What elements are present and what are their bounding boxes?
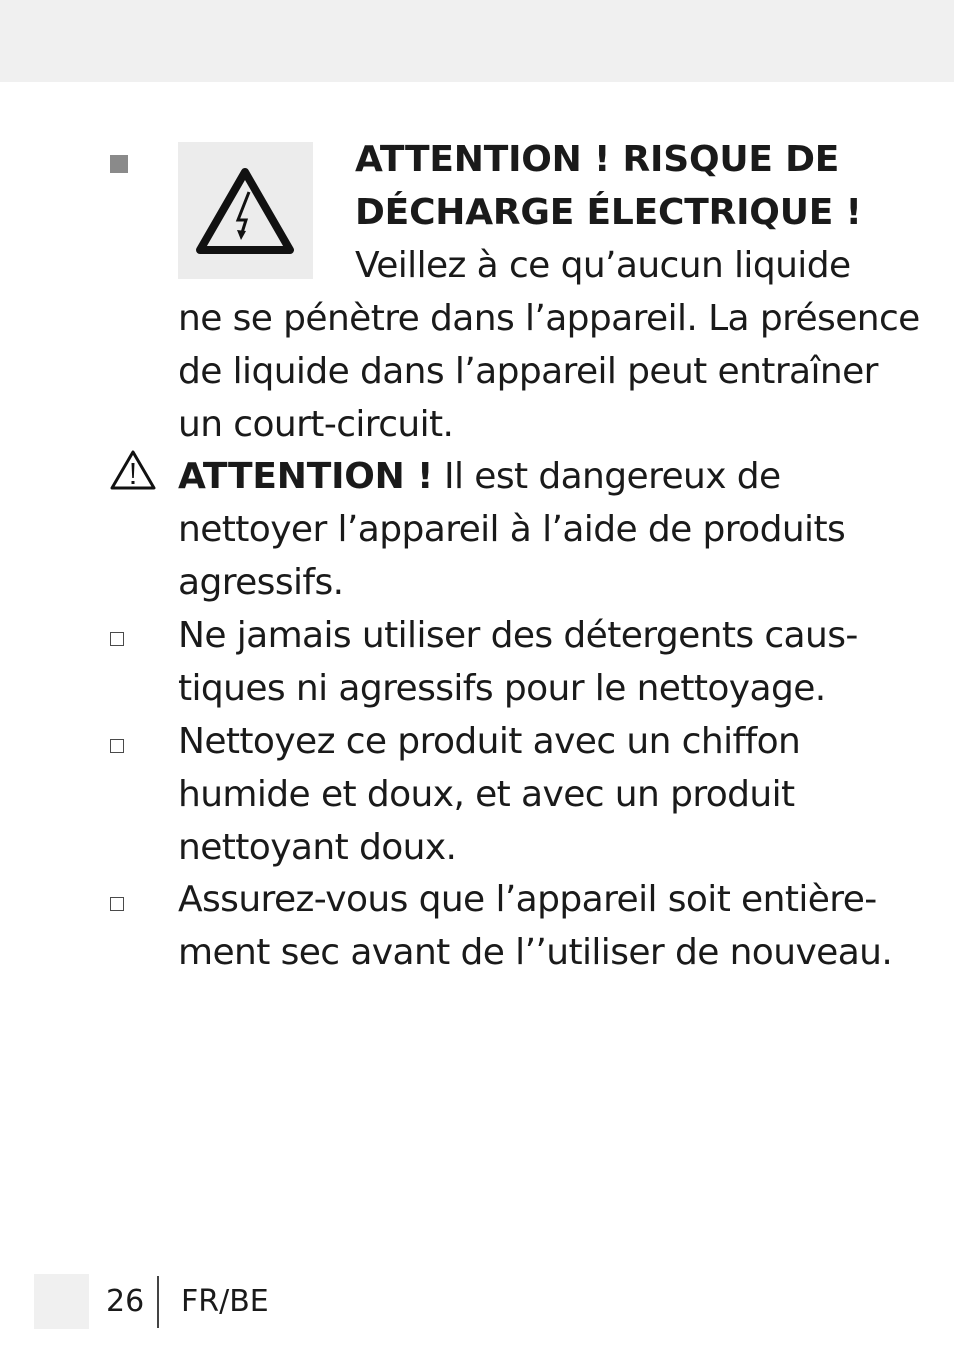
step-text-line: ment sec avant de l’’utiliser de nouveau. <box>178 932 893 973</box>
warning-triangle-icon <box>108 448 158 492</box>
electric-warning-title <box>355 133 862 239</box>
electric-shock-warning-icon <box>178 142 313 279</box>
step-text-line: Nettoyez ce produit avec un chiffon <box>178 721 801 762</box>
step-item <box>178 715 800 874</box>
step-text-line: nettoyant doux. <box>178 827 457 868</box>
electric-warning-title-line: ATTENTION ! RISQUE DE <box>355 139 840 180</box>
header-band <box>0 0 954 82</box>
step-checkbox-icon <box>110 632 124 646</box>
cleaning-warning-text-line: agressifs. <box>178 562 344 603</box>
footer-divider <box>157 1276 159 1328</box>
cleaning-warning-text-line: nettoyer l’appareil à l’aide de produits <box>178 509 846 550</box>
electric-warning-title-line: DÉCHARGE ÉLECTRIQUE ! <box>355 192 862 233</box>
step-text-line: Ne jamais utiliser des détergents caus- <box>178 615 858 656</box>
cleaning-warning <box>178 450 845 609</box>
cleaning-warning-text: Il est dangereux de <box>433 456 781 497</box>
page-number: 26 <box>106 1284 145 1319</box>
footer-marker <box>34 1274 89 1329</box>
step-text-line: Assurez-vous que l’appareil soit entière- <box>178 879 877 920</box>
step-text-line: humide et doux, et avec un produit <box>178 774 795 815</box>
language-code: FR/BE <box>181 1284 269 1319</box>
cleaning-warning-label: ATTENTION ! <box>178 456 434 497</box>
step-checkbox-icon <box>110 897 124 911</box>
electric-warning-text <box>178 292 920 451</box>
electric-warning-text-line: Veillez à ce qu’aucun liquide <box>355 245 851 286</box>
step-text-line: tiques ni agressifs pour le nettoyage. <box>178 668 826 709</box>
square-bullet-icon <box>110 155 128 173</box>
step-checkbox-icon <box>110 739 124 753</box>
electric-warning-text-line: de liquide dans l’appareil peut entraîner <box>178 351 878 392</box>
electric-warning-text-line: un court-circuit. <box>178 404 454 445</box>
step-item <box>178 873 892 979</box>
step-item <box>178 609 858 715</box>
electric-warning-text-line: ne se pénètre dans l’appareil. La présence <box>178 298 920 339</box>
